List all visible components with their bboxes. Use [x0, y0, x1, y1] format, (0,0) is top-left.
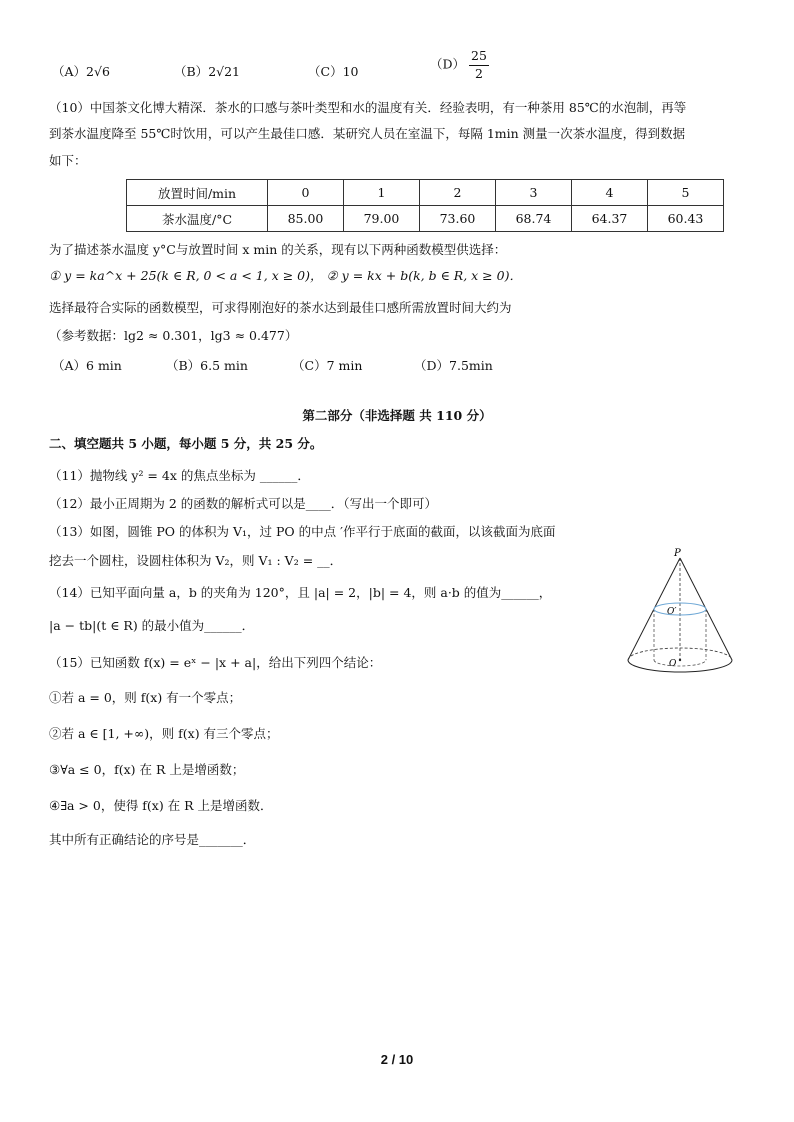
- table-row: [127, 180, 724, 206]
- table-header-temp: 茶水温度/°C: [127, 206, 268, 232]
- question-15-item-3: ③∀a ≤ 0，f(x) 在 R 上是增函数；: [49, 762, 245, 777]
- q10-models: [49, 266, 522, 284]
- table-cell: 3: [496, 180, 572, 206]
- fraction-numerator: 25: [469, 50, 489, 66]
- option-label: （A）: [52, 64, 87, 79]
- table-cell: 0: [268, 180, 344, 206]
- question-13-line-1: （13）如图，圆锥 PO 的体积为 V₁，过 PO 的中点 ′作平行于底面的截面，以该截面为底面: [49, 524, 556, 539]
- table-cell: 1: [344, 180, 420, 206]
- question-14-line-2: |a − tb|(t ∈ R) 的最小值为______．: [49, 618, 255, 633]
- q10-line-2: 到茶水温度降至 55℃时饮用，可以产生最佳口感．某研究人员在室温下，每隔 1min 测量一次茶水温度，得到数据: [49, 126, 686, 141]
- question-12: （12）最小正周期为 2 的函数的解析式可以是____．（写出一个即可）: [49, 496, 438, 511]
- label-o: O: [669, 659, 677, 669]
- table-cell: 79.00: [344, 206, 420, 232]
- q10-option-d: （D）7.5min: [414, 358, 493, 373]
- table-cell: 60.43: [648, 206, 724, 232]
- page-number: 2 / 10: [380, 1052, 414, 1067]
- question-15-item-1: ①若 a = 0，则 f(x) 有一个零点；: [49, 690, 242, 705]
- option-label: （B）: [174, 64, 209, 79]
- option-label: （D）: [430, 56, 466, 72]
- table-cell: 4: [572, 180, 648, 206]
- question-11: （11）抛物线 y² = 4x 的焦点坐标为 ______．: [49, 468, 310, 483]
- q10-option-c: （C）7 min: [292, 358, 363, 373]
- q10-reference: （参考数据：lg2 ≈ 0.301，lg3 ≈ 0.477）: [49, 328, 298, 343]
- q10-description: 为了描述茶水温度 y°C与放置时间 x min 的关系，现有以下两种函数模型供选择：: [49, 242, 507, 257]
- q10-option-b: （B）6.5 min: [166, 358, 248, 373]
- fraction: [469, 50, 489, 80]
- option-value: 2√6: [86, 64, 110, 79]
- table-row: [127, 206, 724, 232]
- option-value: 10: [342, 64, 359, 79]
- question-14-line-1: （14）已知平面向量 a，b 的夹角为 120°，且 |a| = 2，|b| = 4，则 a·b 的值为______，: [49, 585, 552, 600]
- question-13-line-2: 挖去一个圆柱，设圆柱体积为 V₂，则 V₁ : V₂ = __．: [49, 553, 343, 568]
- q10-question: 选择最符合实际的函数模型，可求得刚泡好的茶水达到最佳口感所需放置时间大约为: [49, 300, 512, 315]
- question-15-intro: （15）已知函数 f(x) = eˣ − |x + a|，给出下列四个结论：: [49, 655, 382, 670]
- table-cell: 68.74: [496, 206, 572, 232]
- option-value: 2√21: [208, 64, 241, 79]
- q10-line-1: （10）中国茶文化博大精深．茶水的口感与茶叶类型和水的温度有关．经验表明，有一种茶用 85℃的水泡制，再等: [49, 100, 687, 115]
- cone-cylinder-figure: [624, 548, 736, 680]
- q9-option-c: [308, 62, 358, 80]
- model-1: ① y = ka^x + 25(k ∈ R, 0 < a < 1, x ≥ 0)，: [49, 268, 323, 283]
- section-2-title: 二、填空题共 5 小题，每小题 5 分，共 25 分。: [49, 436, 323, 451]
- q9-option-a: [52, 62, 110, 80]
- table-cell: 64.37: [572, 206, 648, 232]
- question-15-item-2: ②若 a ∈ [1, +∞)，则 f(x) 有三个零点；: [49, 726, 279, 741]
- table-cell: 5: [648, 180, 724, 206]
- label-o-prime: O′: [667, 607, 677, 617]
- q10-line-3: 如下：: [49, 153, 87, 168]
- model-2: ② y = kx + b(k, b ∈ R, x ≥ 0)．: [326, 268, 522, 283]
- option-label: （C）: [308, 64, 343, 79]
- q9-option-d: [430, 50, 489, 80]
- fraction-denominator: 2: [474, 65, 483, 81]
- tea-temperature-table: [126, 179, 724, 232]
- question-15-item-4: ④∃a > 0，使得 f(x) 在 R 上是增函数．: [49, 798, 273, 813]
- part-2-title: 第二部分（非选择题 共 110 分）: [302, 408, 492, 423]
- table-cell: 85.00: [268, 206, 344, 232]
- label-p: P: [674, 548, 681, 559]
- question-15-prompt: 其中所有正确结论的序号是_______．: [49, 832, 256, 847]
- q10-option-a: （A）6 min: [52, 358, 122, 373]
- base-center-dot: [679, 659, 681, 661]
- q9-option-b: [174, 62, 240, 80]
- table-cell: 73.60: [420, 206, 496, 232]
- table-cell: 2: [420, 180, 496, 206]
- table-header-time: 放置时间/min: [127, 180, 268, 206]
